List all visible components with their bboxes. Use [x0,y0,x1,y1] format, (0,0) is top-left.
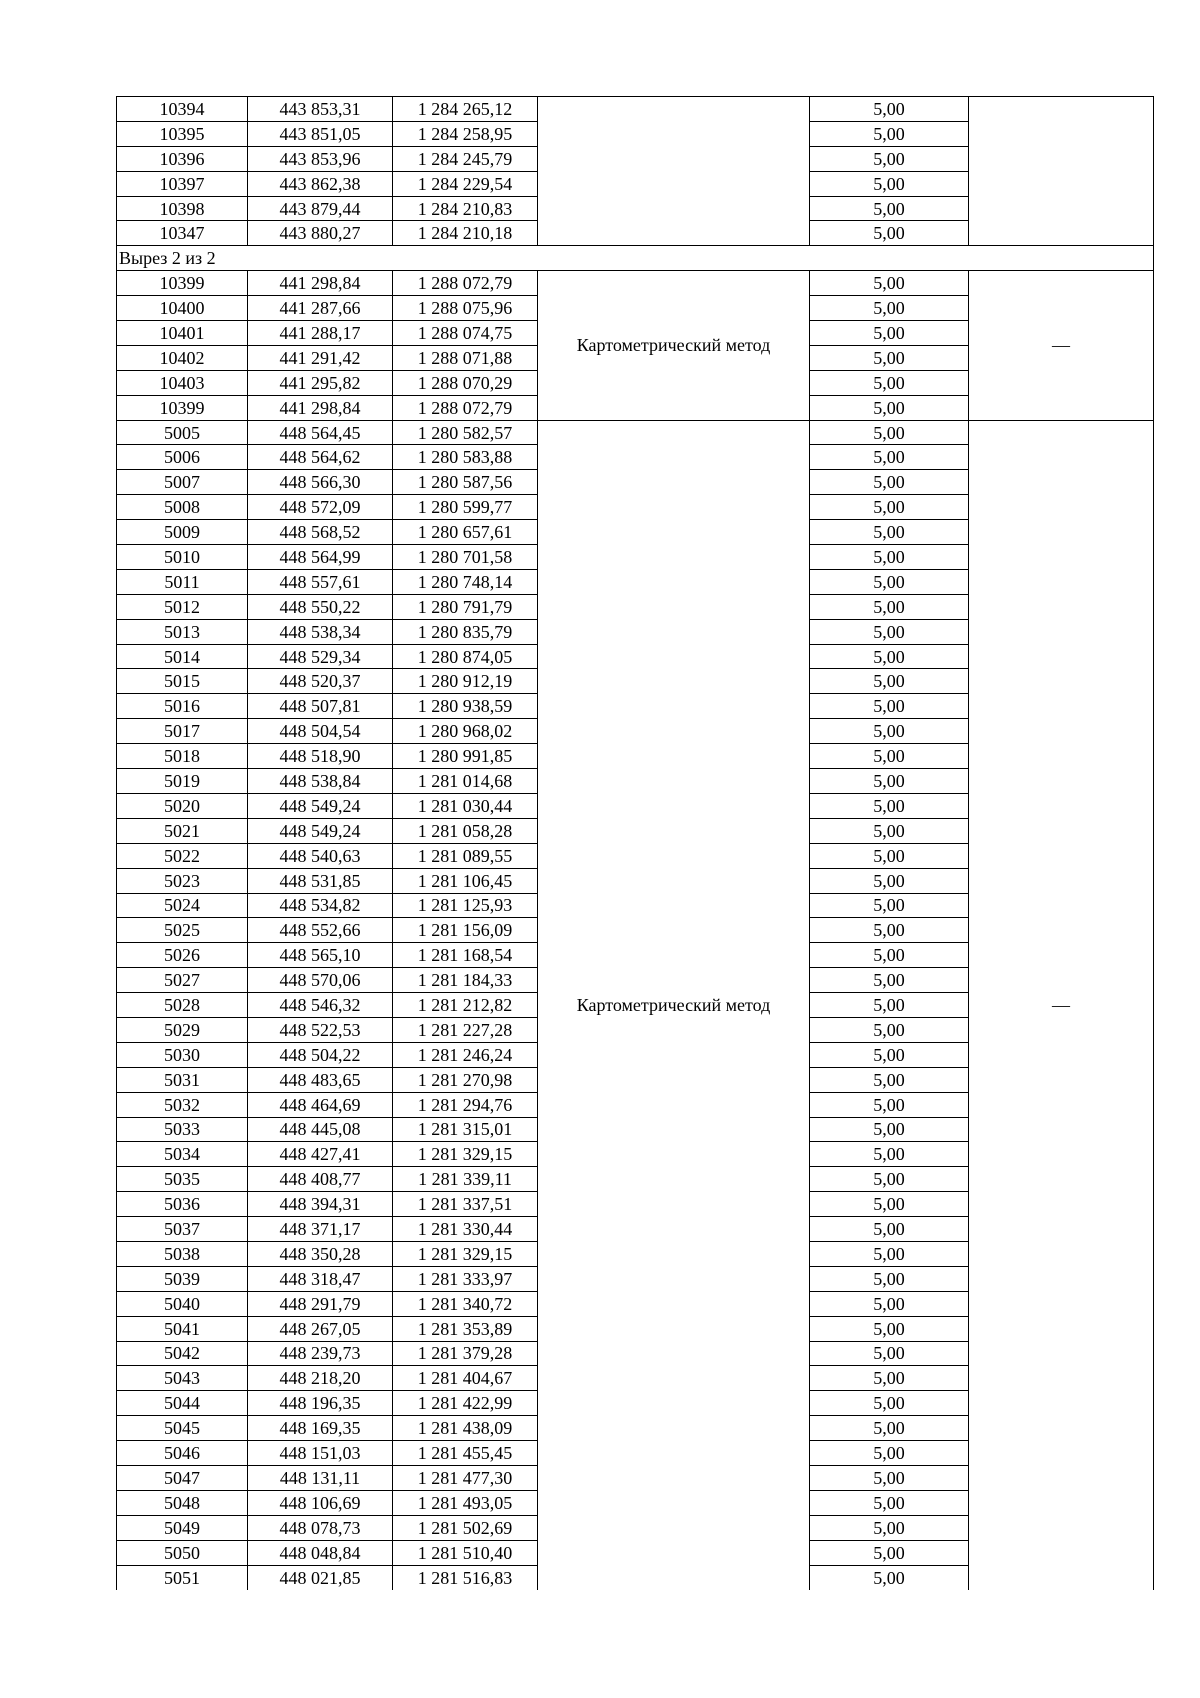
point-number-cell: 5046 [117,1441,248,1466]
accuracy-cell: 5,00 [810,968,969,993]
y-coordinate-cell: 1 281 106,45 [393,868,538,893]
accuracy-cell: 5,00 [810,694,969,719]
y-coordinate-cell: 1 281 330,44 [393,1217,538,1242]
accuracy-cell: 5,00 [810,843,969,868]
y-coordinate-cell: 1 281 168,54 [393,943,538,968]
x-coordinate-cell: 443 853,31 [248,97,393,122]
accuracy-cell: 5,00 [810,395,969,420]
x-coordinate-cell: 448 318,47 [248,1266,393,1291]
accuracy-cell: 5,00 [810,345,969,370]
x-coordinate-cell: 448 350,28 [248,1241,393,1266]
point-number-cell: 5021 [117,818,248,843]
point-number-cell: 5013 [117,619,248,644]
accuracy-cell: 5,00 [810,1042,969,1067]
x-coordinate-cell: 448 522,53 [248,1017,393,1042]
y-coordinate-cell: 1 281 493,05 [393,1490,538,1515]
y-coordinate-cell: 1 280 991,85 [393,744,538,769]
accuracy-cell: 5,00 [810,1291,969,1316]
point-number-cell: 5040 [117,1291,248,1316]
accuracy-cell: 5,00 [810,1092,969,1117]
y-coordinate-cell: 1 281 353,89 [393,1316,538,1341]
point-number-cell: 5024 [117,893,248,918]
point-number-cell: 5017 [117,719,248,744]
point-number-cell: 5038 [117,1241,248,1266]
accuracy-cell: 5,00 [810,445,969,470]
x-coordinate-cell: 448 291,79 [248,1291,393,1316]
x-coordinate-cell: 448 566,30 [248,470,393,495]
accuracy-cell: 5,00 [810,1117,969,1142]
point-number-cell: 5030 [117,1042,248,1067]
point-number-cell: 5010 [117,545,248,570]
point-number-cell: 5014 [117,644,248,669]
y-coordinate-cell: 1 281 379,28 [393,1341,538,1366]
y-coordinate-cell: 1 288 072,79 [393,271,538,296]
x-coordinate-cell: 448 504,22 [248,1042,393,1067]
accuracy-cell: 5,00 [810,1540,969,1565]
accuracy-cell: 5,00 [810,1266,969,1291]
x-coordinate-cell: 448 538,84 [248,769,393,794]
point-number-cell: 10396 [117,146,248,171]
point-number-cell: 5016 [117,694,248,719]
point-number-cell: 5011 [117,569,248,594]
point-number-cell: 5009 [117,520,248,545]
point-number-cell: 5037 [117,1217,248,1242]
x-coordinate-cell: 441 287,66 [248,296,393,321]
y-coordinate-cell: 1 288 071,88 [393,345,538,370]
accuracy-cell: 5,00 [810,1217,969,1242]
x-coordinate-cell: 448 239,73 [248,1341,393,1366]
x-coordinate-cell: 448 078,73 [248,1515,393,1540]
accuracy-cell: 5,00 [810,1391,969,1416]
y-coordinate-cell: 1 281 516,83 [393,1565,538,1590]
y-coordinate-cell: 1 280 791,79 [393,594,538,619]
x-coordinate-cell: 448 427,41 [248,1142,393,1167]
x-coordinate-cell: 448 534,82 [248,893,393,918]
x-coordinate-cell: 441 288,17 [248,321,393,346]
x-coordinate-cell: 448 565,10 [248,943,393,968]
y-coordinate-cell: 1 280 582,57 [393,420,538,445]
accuracy-cell: 5,00 [810,744,969,769]
accuracy-cell: 5,00 [810,1067,969,1092]
x-coordinate-cell: 448 564,45 [248,420,393,445]
accuracy-cell: 5,00 [810,1316,969,1341]
y-coordinate-cell: 1 281 455,45 [393,1441,538,1466]
dash-cell: — [969,271,1154,420]
accuracy-cell: 5,00 [810,793,969,818]
accuracy-cell: 5,00 [810,769,969,794]
accuracy-cell: 5,00 [810,569,969,594]
y-coordinate-cell: 1 288 070,29 [393,370,538,395]
accuracy-cell: 5,00 [810,370,969,395]
y-coordinate-cell: 1 281 089,55 [393,843,538,868]
accuracy-cell: 5,00 [810,669,969,694]
y-coordinate-cell: 1 281 340,72 [393,1291,538,1316]
y-coordinate-cell: 1 280 968,02 [393,719,538,744]
x-coordinate-cell: 448 371,17 [248,1217,393,1242]
x-coordinate-cell: 448 169,35 [248,1416,393,1441]
x-coordinate-cell: 448 549,24 [248,793,393,818]
point-number-cell: 5032 [117,1092,248,1117]
accuracy-cell: 5,00 [810,719,969,744]
y-coordinate-cell: 1 281 184,33 [393,968,538,993]
y-coordinate-cell: 1 281 030,44 [393,793,538,818]
x-coordinate-cell: 448 520,37 [248,669,393,694]
y-coordinate-cell: 1 281 227,28 [393,1017,538,1042]
accuracy-cell: 5,00 [810,196,969,221]
y-coordinate-cell: 1 281 246,24 [393,1042,538,1067]
point-number-cell: 10400 [117,296,248,321]
y-coordinate-cell: 1 281 333,97 [393,1266,538,1291]
accuracy-cell: 5,00 [810,296,969,321]
point-number-cell: 5022 [117,843,248,868]
accuracy-cell: 5,00 [810,594,969,619]
point-number-cell: 5045 [117,1416,248,1441]
y-coordinate-cell: 1 281 270,98 [393,1067,538,1092]
point-number-cell: 5019 [117,769,248,794]
y-coordinate-cell: 1 281 315,01 [393,1117,538,1142]
point-number-cell: 5042 [117,1341,248,1366]
y-coordinate-cell: 1 281 404,67 [393,1366,538,1391]
point-number-cell: 10398 [117,196,248,221]
accuracy-cell: 5,00 [810,545,969,570]
accuracy-cell: 5,00 [810,868,969,893]
y-coordinate-cell: 1 281 125,93 [393,893,538,918]
accuracy-cell: 5,00 [810,1366,969,1391]
point-number-cell: 5050 [117,1540,248,1565]
y-coordinate-cell: 1 280 938,59 [393,694,538,719]
point-number-cell: 10394 [117,97,248,122]
x-coordinate-cell: 448 564,99 [248,545,393,570]
coordinates-table [116,96,1154,1590]
method-cell: Картометрический метод [538,420,810,1590]
point-number-cell: 5023 [117,868,248,893]
point-number-cell: 5035 [117,1167,248,1192]
x-coordinate-cell: 448 564,62 [248,445,393,470]
x-coordinate-cell: 448 552,66 [248,918,393,943]
point-number-cell: 5047 [117,1465,248,1490]
point-number-cell: 5025 [117,918,248,943]
y-coordinate-cell: 1 281 156,09 [393,918,538,943]
y-coordinate-cell: 1 280 912,19 [393,669,538,694]
point-number-cell: 10401 [117,321,248,346]
x-coordinate-cell: 448 151,03 [248,1441,393,1466]
accuracy-cell: 5,00 [810,171,969,196]
accuracy-cell: 5,00 [810,121,969,146]
y-coordinate-cell: 1 281 438,09 [393,1416,538,1441]
y-coordinate-cell: 1 284 210,83 [393,196,538,221]
point-number-cell: 5036 [117,1192,248,1217]
x-coordinate-cell: 448 131,11 [248,1465,393,1490]
point-number-cell: 10395 [117,121,248,146]
point-number-cell: 5015 [117,669,248,694]
y-coordinate-cell: 1 284 210,18 [393,221,538,246]
accuracy-cell: 5,00 [810,146,969,171]
accuracy-cell: 5,00 [810,1441,969,1466]
x-coordinate-cell: 443 879,44 [248,196,393,221]
x-coordinate-cell: 448 531,85 [248,868,393,893]
accuracy-cell: 5,00 [810,619,969,644]
y-coordinate-cell: 1 281 212,82 [393,993,538,1018]
x-coordinate-cell: 443 862,38 [248,171,393,196]
accuracy-cell: 5,00 [810,495,969,520]
y-coordinate-cell: 1 288 072,79 [393,395,538,420]
accuracy-cell: 5,00 [810,221,969,246]
point-number-cell: 5033 [117,1117,248,1142]
dash-cell: — [969,420,1154,1590]
x-coordinate-cell: 448 048,84 [248,1540,393,1565]
accuracy-cell: 5,00 [810,818,969,843]
point-number-cell: 10399 [117,271,248,296]
accuracy-cell: 5,00 [810,1465,969,1490]
y-coordinate-cell: 1 280 583,88 [393,445,538,470]
accuracy-cell: 5,00 [810,520,969,545]
y-coordinate-cell: 1 280 599,77 [393,495,538,520]
accuracy-cell: 5,00 [810,918,969,943]
accuracy-cell: 5,00 [810,321,969,346]
accuracy-cell: 5,00 [810,1565,969,1590]
x-coordinate-cell: 448 021,85 [248,1565,393,1590]
x-coordinate-cell: 448 529,34 [248,644,393,669]
method-cell [538,97,810,246]
point-number-cell: 5018 [117,744,248,769]
x-coordinate-cell: 448 106,69 [248,1490,393,1515]
table-row [117,420,1154,445]
coordinates-document [116,96,1154,1590]
method-cell: Картометрический метод [538,271,810,420]
point-number-cell: 10347 [117,221,248,246]
x-coordinate-cell: 443 851,05 [248,121,393,146]
x-coordinate-cell: 448 518,90 [248,744,393,769]
x-coordinate-cell: 448 445,08 [248,1117,393,1142]
accuracy-cell: 5,00 [810,893,969,918]
accuracy-cell: 5,00 [810,420,969,445]
accuracy-cell: 5,00 [810,1192,969,1217]
y-coordinate-cell: 1 281 502,69 [393,1515,538,1540]
y-coordinate-cell: 1 281 014,68 [393,769,538,794]
x-coordinate-cell: 448 483,65 [248,1067,393,1092]
point-number-cell: 5049 [117,1515,248,1540]
accuracy-cell: 5,00 [810,993,969,1018]
y-coordinate-cell: 1 281 510,40 [393,1540,538,1565]
point-number-cell: 5005 [117,420,248,445]
point-number-cell: 10397 [117,171,248,196]
y-coordinate-cell: 1 281 422,99 [393,1391,538,1416]
y-coordinate-cell: 1 280 587,56 [393,470,538,495]
accuracy-cell: 5,00 [810,470,969,495]
y-coordinate-cell: 1 284 265,12 [393,97,538,122]
x-coordinate-cell: 448 267,05 [248,1316,393,1341]
y-coordinate-cell: 1 281 339,11 [393,1167,538,1192]
accuracy-cell: 5,00 [810,943,969,968]
point-number-cell: 5006 [117,445,248,470]
x-coordinate-cell: 441 298,84 [248,395,393,420]
point-number-cell: 10403 [117,370,248,395]
accuracy-cell: 5,00 [810,644,969,669]
accuracy-cell: 5,00 [810,97,969,122]
y-coordinate-cell: 1 280 657,61 [393,520,538,545]
point-number-cell: 5026 [117,943,248,968]
x-coordinate-cell: 448 550,22 [248,594,393,619]
y-coordinate-cell: 1 281 337,51 [393,1192,538,1217]
x-coordinate-cell: 448 549,24 [248,818,393,843]
point-number-cell: 5028 [117,993,248,1018]
y-coordinate-cell: 1 281 329,15 [393,1142,538,1167]
point-number-cell: 5034 [117,1142,248,1167]
point-number-cell: 5031 [117,1067,248,1092]
y-coordinate-cell: 1 288 074,75 [393,321,538,346]
x-coordinate-cell: 448 572,09 [248,495,393,520]
point-number-cell: 5044 [117,1391,248,1416]
x-coordinate-cell: 448 546,32 [248,993,393,1018]
point-number-cell: 5051 [117,1565,248,1590]
y-coordinate-cell: 1 284 258,95 [393,121,538,146]
y-coordinate-cell: 1 284 229,54 [393,171,538,196]
x-coordinate-cell: 448 464,69 [248,1092,393,1117]
y-coordinate-cell: 1 280 701,58 [393,545,538,570]
y-coordinate-cell: 1 288 075,96 [393,296,538,321]
table-row [117,97,1154,122]
section-row [117,246,1154,271]
point-number-cell: 5020 [117,793,248,818]
point-number-cell: 5039 [117,1266,248,1291]
point-number-cell: 5048 [117,1490,248,1515]
y-coordinate-cell: 1 280 748,14 [393,569,538,594]
point-number-cell: 5027 [117,968,248,993]
x-coordinate-cell: 441 298,84 [248,271,393,296]
point-number-cell: 5043 [117,1366,248,1391]
y-coordinate-cell: 1 281 294,76 [393,1092,538,1117]
point-number-cell: 10399 [117,395,248,420]
accuracy-cell: 5,00 [810,271,969,296]
accuracy-cell: 5,00 [810,1515,969,1540]
point-number-cell: 5007 [117,470,248,495]
y-coordinate-cell: 1 281 329,15 [393,1241,538,1266]
x-coordinate-cell: 441 291,42 [248,345,393,370]
point-number-cell: 5008 [117,495,248,520]
accuracy-cell: 5,00 [810,1241,969,1266]
accuracy-cell: 5,00 [810,1341,969,1366]
x-coordinate-cell: 443 853,96 [248,146,393,171]
x-coordinate-cell: 448 557,61 [248,569,393,594]
point-number-cell: 5041 [117,1316,248,1341]
x-coordinate-cell: 448 570,06 [248,968,393,993]
y-coordinate-cell: 1 281 058,28 [393,818,538,843]
table-row [117,271,1154,296]
x-coordinate-cell: 448 408,77 [248,1167,393,1192]
point-number-cell: 5012 [117,594,248,619]
accuracy-cell: 5,00 [810,1142,969,1167]
accuracy-cell: 5,00 [810,1017,969,1042]
accuracy-cell: 5,00 [810,1490,969,1515]
x-coordinate-cell: 448 507,81 [248,694,393,719]
x-coordinate-cell: 441 295,82 [248,370,393,395]
x-coordinate-cell: 448 394,31 [248,1192,393,1217]
y-coordinate-cell: 1 280 874,05 [393,644,538,669]
x-coordinate-cell: 448 196,35 [248,1391,393,1416]
dash-cell [969,97,1154,246]
x-coordinate-cell: 443 880,27 [248,221,393,246]
accuracy-cell: 5,00 [810,1167,969,1192]
accuracy-cell: 5,00 [810,1416,969,1441]
x-coordinate-cell: 448 540,63 [248,843,393,868]
section-label: Вырез 2 из 2 [117,246,1154,271]
point-number-cell: 10402 [117,345,248,370]
x-coordinate-cell: 448 218,20 [248,1366,393,1391]
x-coordinate-cell: 448 504,54 [248,719,393,744]
point-number-cell: 5029 [117,1017,248,1042]
x-coordinate-cell: 448 568,52 [248,520,393,545]
y-coordinate-cell: 1 281 477,30 [393,1465,538,1490]
y-coordinate-cell: 1 280 835,79 [393,619,538,644]
y-coordinate-cell: 1 284 245,79 [393,146,538,171]
x-coordinate-cell: 448 538,34 [248,619,393,644]
